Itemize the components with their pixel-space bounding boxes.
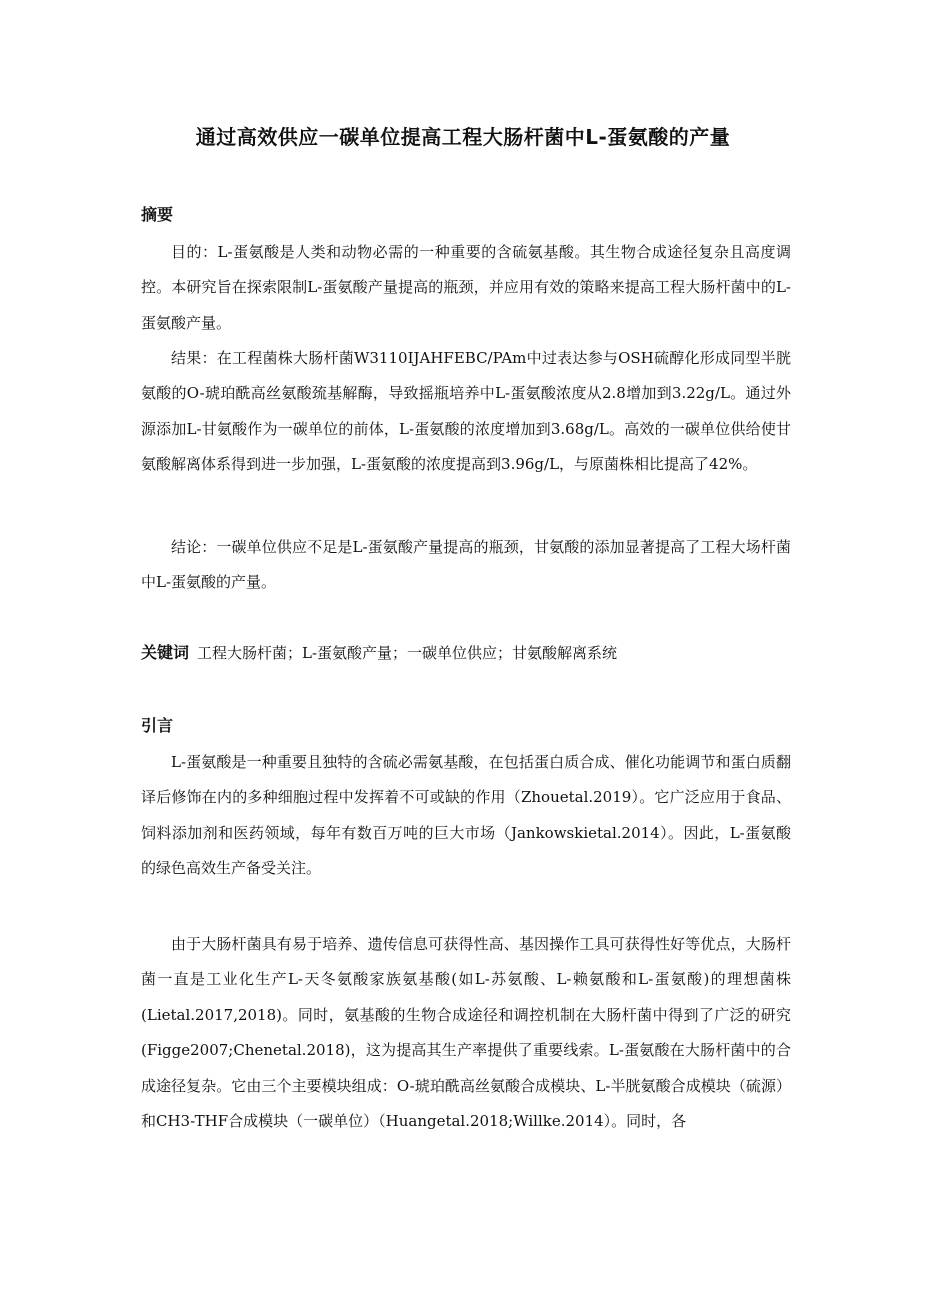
abstract-results: 结果：在工程菌株大肠杆菌W3110IJAHFEBC/PAm中过表达参与OSH硫醇化形成同型半胱氨酸的O-琥珀酰高丝氨酸巯基解酶，导致摇瓶培养中L-蛋氨酸浓度从2.8增加到3.22g/L。通过外源添加L-甘氨酸作为一碳单位的前体，L-蛋氨酸的浓度增加到3.68g/L。高效的一碳单位供给使甘氨酸解离体系得到进一步加强，L-蛋氨酸的浓度提高到3.96g/L，与原菌株相比提高了42%。 (141, 349, 791, 474)
abstract-heading: 摘要 (141, 205, 174, 224)
keywords-line (141, 640, 791, 666)
introduction-heading: 引言 (141, 716, 174, 735)
introduction-paragraph-1: L-蛋氨酸是一种重要且独特的含硫必需氨基酸，在包括蛋白质合成、催化功能调节和蛋白质翻译后修饰在内的多种细胞过程中发挥着不可或缺的作用（Zhouetal.2019）。它广泛应用于食品、饲料添加剂和医药领域，每年有数百万吨的巨大市场（Jankowskietal.2014）。因此，L-蛋氨酸的绿色高效生产备受关注。 (141, 753, 791, 878)
keywords-text: 工程大肠杆菌；L-蛋氨酸产量；一碳单位供应；甘氨酸解离系统 (197, 644, 618, 662)
paper-title: 通过高效供应一碳单位提高工程大肠杆菌中L-蛋氨酸的产量 (195, 125, 731, 149)
abstract-conclusion: 结论：一碳单位供应不足是L-蛋氨酸产量提高的瓶颈，甘氨酸的添加显著提高了工程大场杆菌中L-蛋氨酸的产量。 (141, 538, 791, 592)
keywords-label: 关键词 (141, 643, 190, 662)
introduction-paragraph-2: 由于大肠杆菌具有易于培养、遗传信息可获得性高、基因操作工具可获得性好等优点，大肠杆菌一直是工业化生产L-天冬氨酸家族氨基酸(如L-苏氨酸、L-赖氨酸和L-蛋氨酸)的理想菌株(Lietal.2017,2018)。同时，氨基酸的生物合成途径和调控机制在大肠杆菌中得到了广泛的研究(Figge2007;Chenetal.2018)，这为提高其生产率提供了重要线索。L-蛋氨酸在大肠杆菌中的合成途径复杂。它由三个主要模块组成：O-琥珀酰高丝氨酸合成模块、L-半胱氨酸合成模块（硫源）和CH3-THF合成模块（一碳单位）（Huangetal.2018;Willke.2014）。同时，各 (141, 935, 791, 1131)
abstract-purpose: 目的：L-蛋氨酸是人类和动物必需的一种重要的含硫氨基酸。其生物合成途径复杂且高度调控。本研究旨在探索限制L-蛋氨酸产量提高的瓶颈，并应用有效的策略来提高工程大肠杆菌中的L-蛋氨酸产量。 (141, 243, 791, 332)
